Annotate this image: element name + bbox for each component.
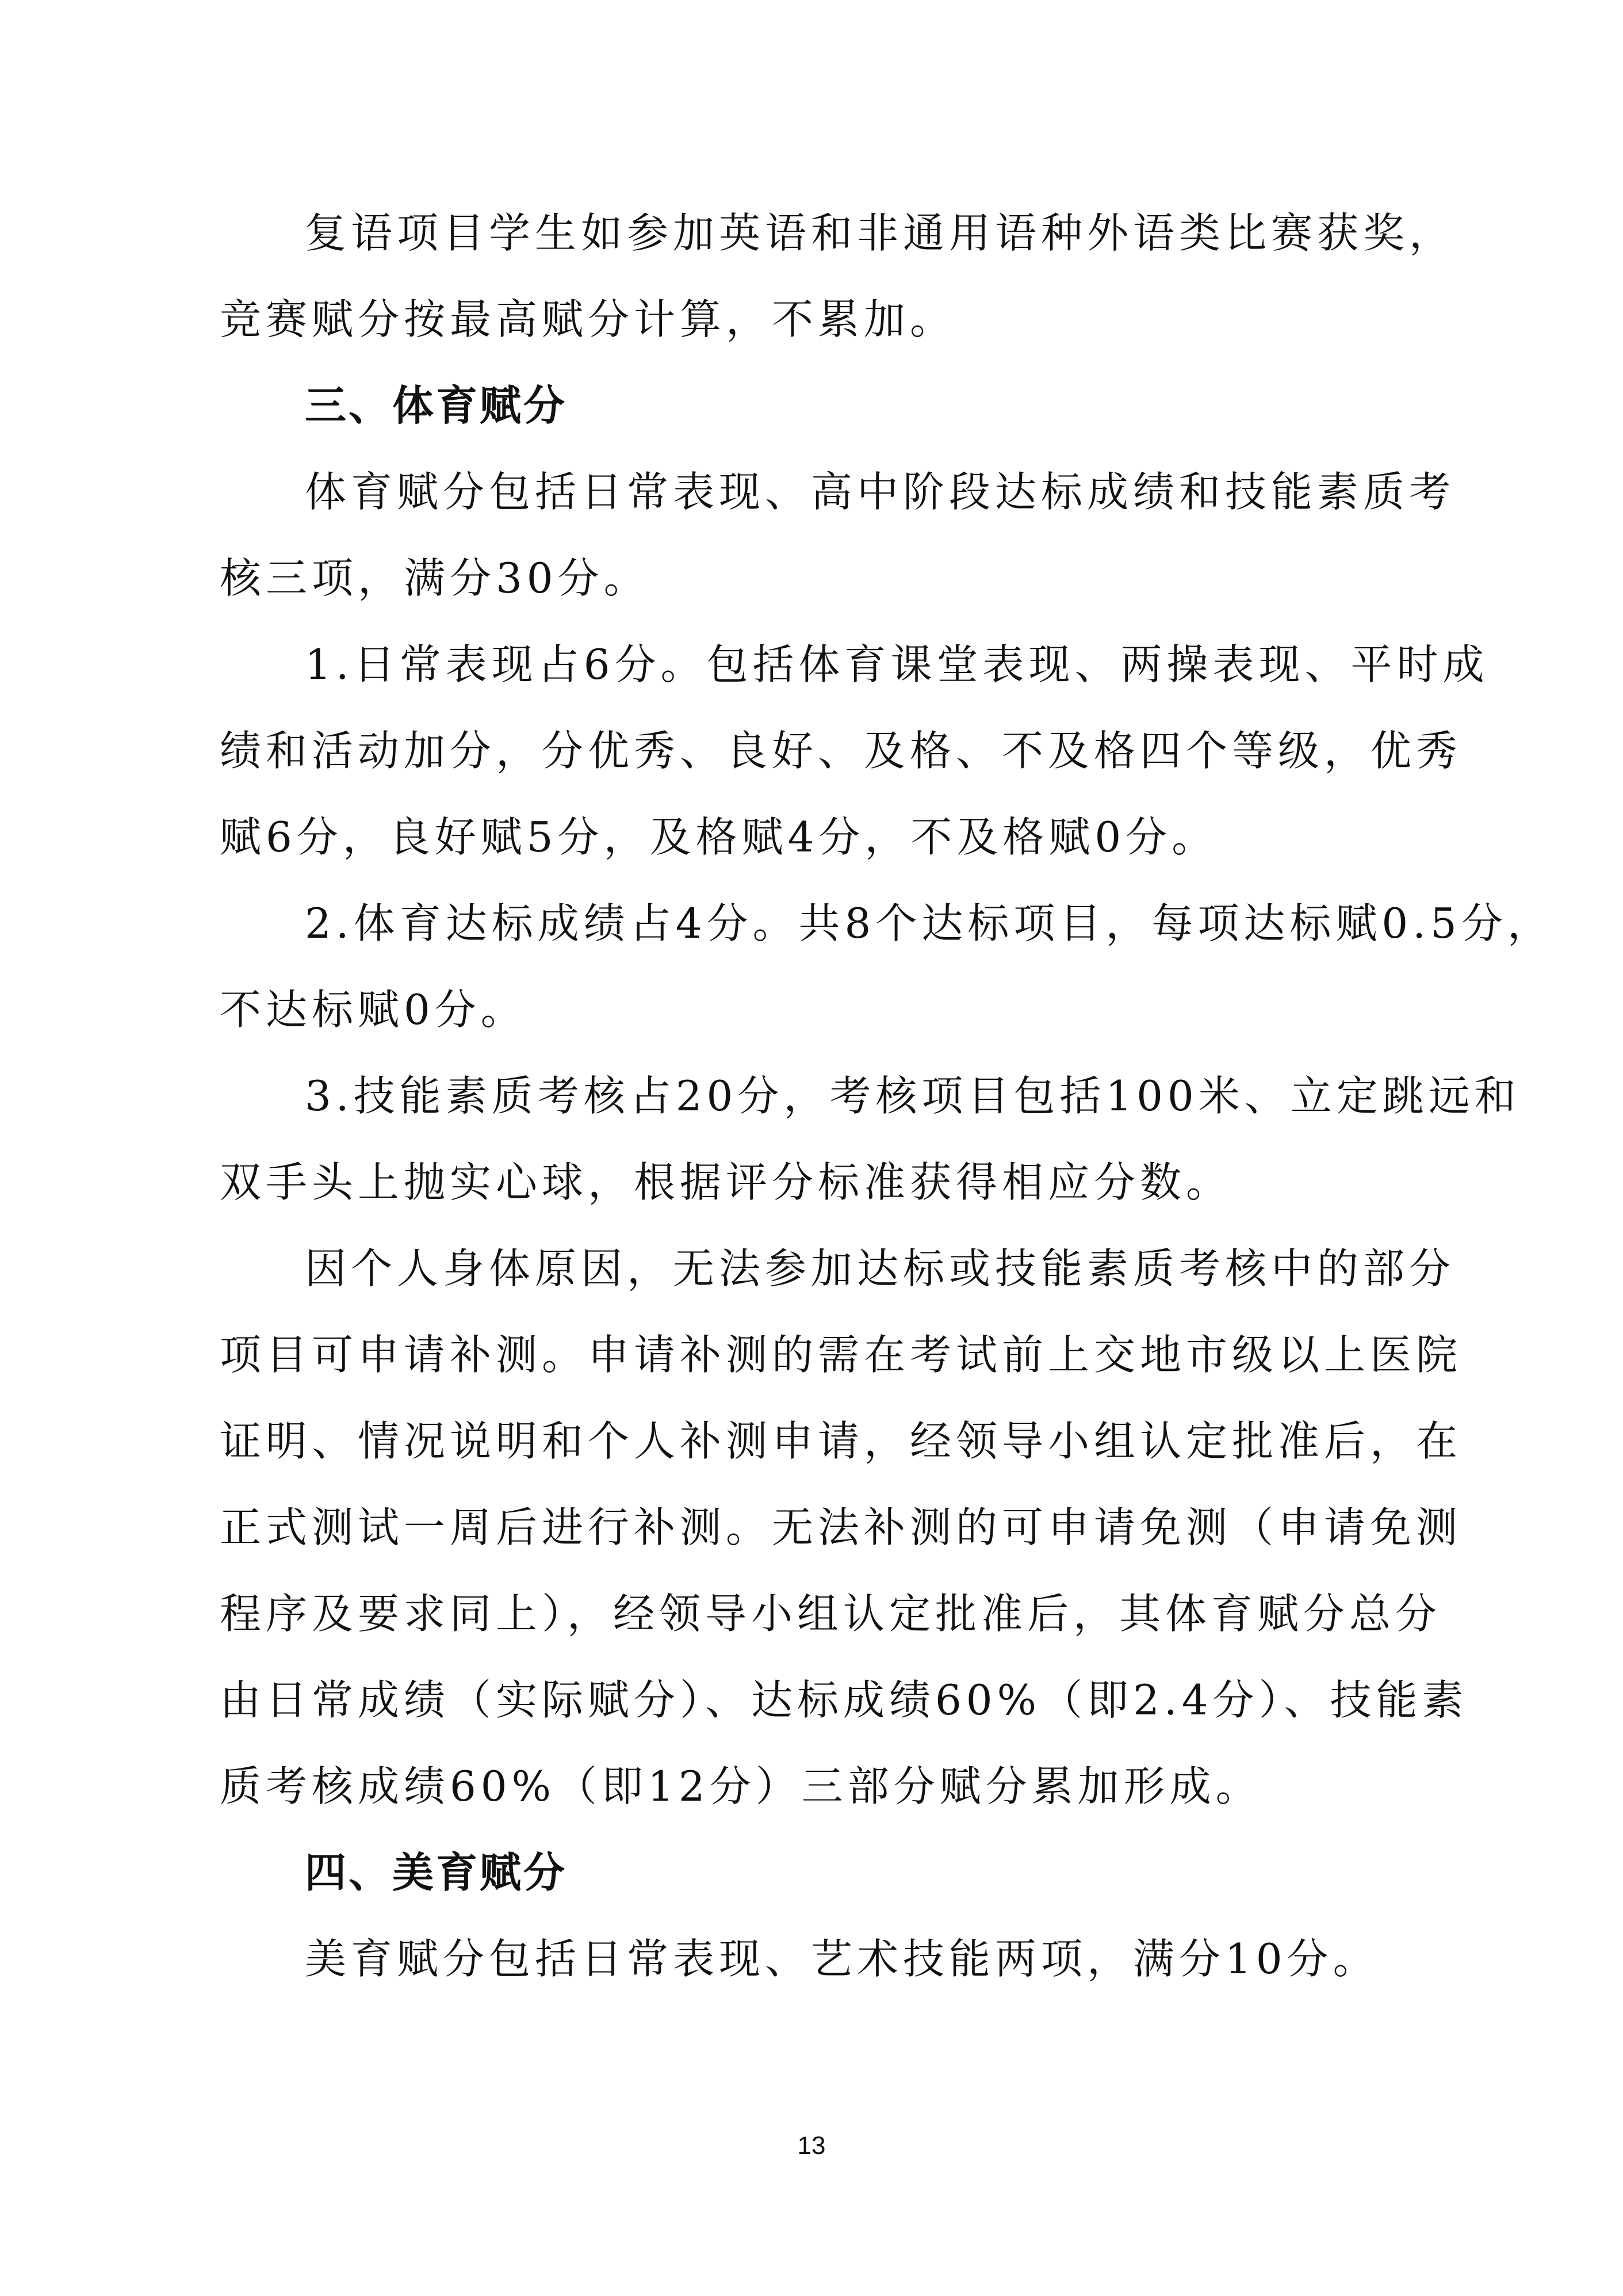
paragraph-line: 证明、情况说明和个人补测申请，经领导小组认定批准后，在 <box>220 1417 1463 1465</box>
paragraph-line: 绩和活动加分，分优秀、良好、及格、不及格四个等级，优秀 <box>220 727 1463 775</box>
paragraph-line: 正式测试一周后进行补测。无法补测的可申请免测（申请免测 <box>220 1503 1463 1552</box>
paragraph-line: 1.日常表现占6分。包括体育课堂表现、两操表现、平时成 <box>305 640 1489 689</box>
paragraph-line: 因个人身体原因，无法参加达标或技能素质考核中的部分 <box>305 1244 1456 1293</box>
paragraph-line: 不达标赋0分。 <box>220 985 527 1034</box>
paragraph-line: 复语项目学生如参加英语和非通用语种外语类比赛获奖， <box>305 209 1456 257</box>
paragraph-line: 美育赋分包括日常表现、艺术技能两项，满分10分。 <box>305 1935 1379 1983</box>
page-number: 13 <box>797 2131 826 2160</box>
section-heading-physical-education: 三、体育赋分 <box>305 381 568 430</box>
paragraph-line: 3.技能素质考核占20分，考核项目包括100米、立定跳远和 <box>305 1072 1521 1120</box>
paragraph-line: 质考核成绩60%（即12分）三部分赋分累加形成。 <box>220 1762 1262 1810</box>
paragraph-line: 双手头上抛实心球，根据评分标准获得相应分数。 <box>220 1158 1232 1206</box>
paragraph-line: 项目可申请补测。申请补测的需在考试前上交地市级以上医院 <box>220 1331 1463 1379</box>
paragraph-line: 核三项，满分30分。 <box>220 554 650 602</box>
paragraph-line: 赋6分，良好赋5分，及格赋4分，不及格赋0分。 <box>220 813 1218 861</box>
paragraph-line: 体育赋分包括日常表现、高中阶段达标成绩和技能素质考 <box>305 468 1456 516</box>
paragraph-line: 竞赛赋分按最高赋分计算，不累加。 <box>220 295 956 343</box>
section-heading-aesthetic-education: 四、美育赋分 <box>305 1848 568 1897</box>
paragraph-line: 程序及要求同上），经领导小组认定批准后，其体育赋分总分 <box>220 1590 1442 1638</box>
paragraph-line: 由日常成绩（实际赋分）、达标成绩60%（即2.4分）、技能素 <box>220 1676 1468 1724</box>
paragraph-line: 2.体育达标成绩占4分。共8个达标项目，每项达标赋0.5分， <box>305 899 1553 948</box>
